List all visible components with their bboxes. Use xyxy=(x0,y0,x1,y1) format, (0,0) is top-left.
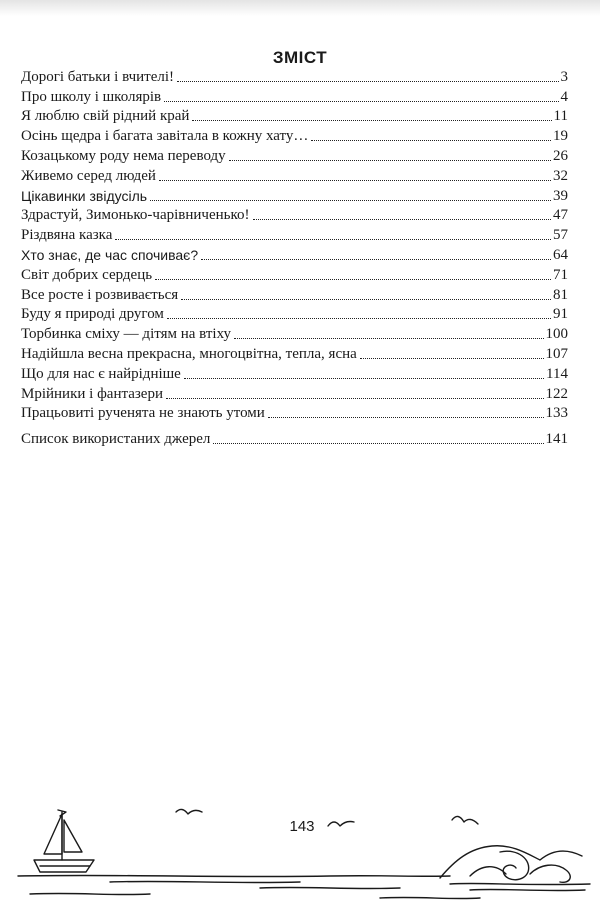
toc-dot-leader xyxy=(184,378,544,379)
toc-entry-title: Торбинка сміху — дітям на втіху xyxy=(21,326,232,343)
toc-dot-leader xyxy=(166,398,544,399)
toc-entry-title: Хто знає, де час спочиває? xyxy=(21,246,199,263)
toc-entry[interactable] xyxy=(21,145,568,165)
toc-dot-leader xyxy=(177,81,558,82)
toc-entry-title: Осінь щедра і багата завітала в кожну хату… xyxy=(21,128,309,145)
toc-entry[interactable] xyxy=(21,86,568,106)
toc-entry-title: Світ добрих сердець xyxy=(21,266,153,283)
toc-entry-title: Список використаних джерел xyxy=(21,431,211,448)
toc-entry-page: 3 xyxy=(560,68,568,85)
toc-entry-title: Працьовиті рученята не знають утоми xyxy=(21,405,265,422)
toc-dot-leader xyxy=(115,239,551,240)
toc-entry-page: 100 xyxy=(545,326,568,343)
page-top-shadow xyxy=(0,0,600,16)
toc-entry[interactable] xyxy=(21,244,568,264)
toc-entry-title: Живемо серед людей xyxy=(21,167,156,184)
toc-entry-title: Про школу і школярів xyxy=(21,88,162,105)
toc-dot-leader xyxy=(150,200,551,201)
toc-dot-leader xyxy=(167,318,551,319)
toc-dot-leader xyxy=(192,120,551,121)
toc-entry-page: 39 xyxy=(553,187,568,204)
toc-entry[interactable] xyxy=(21,363,568,383)
toc-dot-leader xyxy=(253,219,552,220)
toc-dot-leader xyxy=(268,417,544,418)
toc-dot-leader xyxy=(311,140,551,141)
toc-entry-title: Здрастуй, Зимонько-чарівниченько! xyxy=(21,207,250,224)
toc-entry-title: Дорогі батьки і вчителі! xyxy=(21,68,175,85)
toc-dot-leader xyxy=(159,180,551,181)
seagull-icon xyxy=(176,809,202,814)
toc-entry-page: 71 xyxy=(553,266,568,283)
toc-entry[interactable] xyxy=(21,264,568,284)
toc-entry-title: Буду я природі другом xyxy=(21,306,164,323)
sailboat-icon xyxy=(34,810,94,872)
toc-entry-page: 4 xyxy=(560,88,568,105)
toc-entry[interactable] xyxy=(21,224,568,244)
toc-entry-title: Я люблю свій рідний край xyxy=(21,108,190,125)
toc-entry-title: Різдвяна казка xyxy=(21,227,113,244)
toc-dot-leader xyxy=(213,443,543,444)
toc-entry-title: Надійшла весна прекрасна, многоцвітна, тепла, ясна xyxy=(21,345,357,362)
toc-entry-page: 19 xyxy=(553,128,568,145)
toc-entry[interactable] xyxy=(21,304,568,324)
toc-dot-leader xyxy=(155,279,551,280)
toc-dot-leader xyxy=(164,101,558,102)
toc-entry[interactable] xyxy=(21,125,568,145)
toc-entry-title: Мрійники і фантазери xyxy=(21,385,163,402)
toc-entry-page: 91 xyxy=(553,306,568,323)
toc-entry-title: Що для нас є найрідніше xyxy=(21,365,181,382)
toc-entry-page: 122 xyxy=(545,385,568,402)
footer-illustration xyxy=(0,790,600,918)
toc-dot-leader xyxy=(201,259,551,260)
toc-dot-leader xyxy=(360,358,544,359)
toc-entry[interactable] xyxy=(21,383,568,403)
toc-entry-title: Все росте і розвивається xyxy=(21,286,179,303)
seagull-icon xyxy=(452,816,478,824)
toc-entry[interactable] xyxy=(21,66,568,86)
toc-entry[interactable] xyxy=(21,428,568,448)
toc-entry-page: 141 xyxy=(545,431,568,448)
toc-entry-page: 114 xyxy=(546,365,568,382)
toc-entry-page: 26 xyxy=(553,147,568,164)
toc-entry-page: 47 xyxy=(553,207,568,224)
toc-entry-page: 57 xyxy=(553,227,568,244)
toc-entry[interactable] xyxy=(21,165,568,185)
toc-entry[interactable] xyxy=(21,185,568,205)
toc-entry[interactable] xyxy=(21,403,568,423)
toc-entry-page: 32 xyxy=(553,167,568,184)
toc-entry-page: 107 xyxy=(545,345,568,362)
toc-entry[interactable] xyxy=(21,343,568,363)
toc-dot-leader xyxy=(181,299,551,300)
toc-entry[interactable] xyxy=(21,205,568,225)
toc-entry[interactable] xyxy=(21,284,568,304)
toc-entry-page: 81 xyxy=(553,286,568,303)
page-number: 143 xyxy=(289,818,315,835)
sea-waves xyxy=(18,875,450,876)
toc-entry-title: Козацькому роду нема переводу xyxy=(21,147,226,164)
toc-entry-page: 133 xyxy=(545,405,568,422)
page-title: ЗМІСТ xyxy=(272,48,328,67)
toc-entry[interactable] xyxy=(21,323,568,343)
toc-dot-leader xyxy=(229,160,551,161)
toc-entry-title: Цікавинки звідусіль xyxy=(21,187,148,204)
toc-dot-leader xyxy=(234,338,543,339)
wave-icon xyxy=(440,846,590,891)
table-of-contents xyxy=(21,66,568,448)
toc-entry-page: 64 xyxy=(553,246,568,263)
toc-entry[interactable] xyxy=(21,106,568,126)
toc-entry-page: 11 xyxy=(553,108,568,125)
